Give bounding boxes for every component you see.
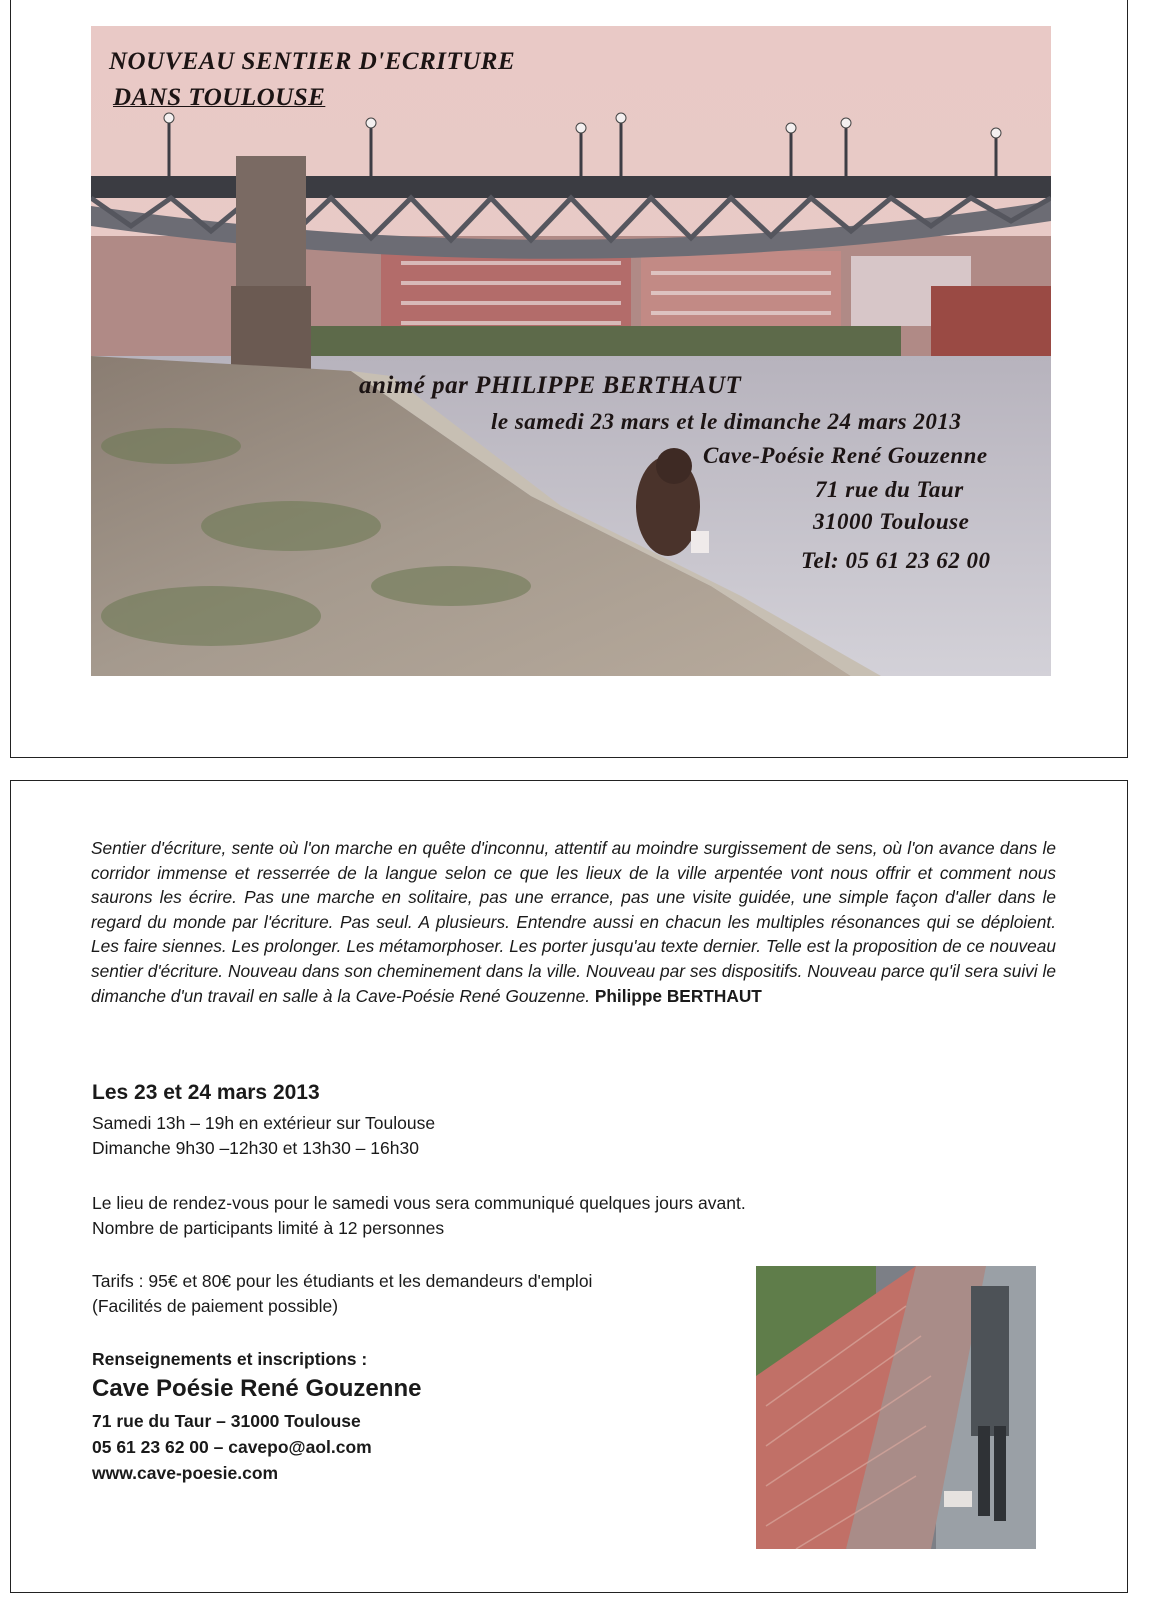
poster-title-line1: NOUVEAU SENTIER D'ECRITURE [109, 48, 516, 75]
info-heading: Renseignements et inscriptions : [92, 1349, 368, 1369]
poster-city: 31000 Toulouse [813, 509, 970, 534]
intro-paragraph [91, 836, 1056, 1008]
poster-animator: animé par PHILIPPE BERTHAUT [359, 372, 742, 399]
participants-note: Nombre de participants limité à 12 personnes [92, 1218, 445, 1238]
venue-contact: 05 61 23 62 00 – cavepo@aol.com [92, 1437, 372, 1457]
wall-photo [756, 1266, 1036, 1549]
poster-tel: Tel: 05 61 23 62 00 [801, 548, 991, 573]
intro-text: Sentier d'écriture, sente où l'on marche en quête d'inconnu, attentif au moindre surgissement de sens, où l'on avance dans le corridor immense et resserrée de la langue selon ce que les lieux de la ville arpentée vont nous offrir et comment nous saurons les écrire. Pas une marche en solitaire, pas une errance, pas une visite guidée, une simple façon d'aller dans le regard du monde par l'écriture. Pas seul. A plusieurs. Entendre aussi en chacun les multiples résonances qui se déploient. Les faire siennes. Les prolonger. Les métamorphoser. Les porter jusqu'au texte dernier. Telle est la proposition de ce nouveau sentier d'écriture. Nouveau dans son cheminement dans la ville. Nouveau par ses dispositifs. Nouveau parce qu'il sera suivi le dimanche d'un travail en salle à la Cave-Poésie René Gouzenne. [91, 838, 1056, 1006]
poster-dates: le samedi 23 mars et le dimanche 24 mars 2013 [491, 409, 962, 434]
schedule-saturday: Samedi 13h – 19h en extérieur sur Toulouse [92, 1113, 436, 1133]
venue-website[interactable]: www.cave-poesie.com [92, 1463, 279, 1483]
payment-facilities: (Facilités de paiement possible) [92, 1296, 339, 1316]
poster-photo [91, 26, 1051, 676]
poster-street: 71 rue du Taur [815, 477, 964, 502]
meeting-note: Le lieu de rendez-vous pour le samedi vous sera communiqué quelques jours avant. [92, 1193, 746, 1213]
tarifs: Tarifs : 95€ et 80€ pour les étudiants et les demandeurs d'emploi [92, 1271, 593, 1291]
dates-heading: Les 23 et 24 mars 2013 [92, 1081, 320, 1104]
front-panel [10, 0, 1128, 758]
schedule-sunday: Dimanche 9h30 –12h30 et 13h30 – 16h30 [92, 1138, 419, 1158]
poster-venue: Cave-Poésie René Gouzenne [703, 443, 988, 468]
signature: Philippe BERTHAUT [594, 985, 762, 1006]
back-panel [10, 780, 1128, 1593]
poster-title-line2: DANS TOULOUSE [113, 84, 326, 111]
poster-image [91, 26, 1051, 676]
venue-address: 71 rue du Taur – 31000 Toulouse [92, 1411, 361, 1431]
venue-name: Cave Poésie René Gouzenne [92, 1375, 422, 1402]
